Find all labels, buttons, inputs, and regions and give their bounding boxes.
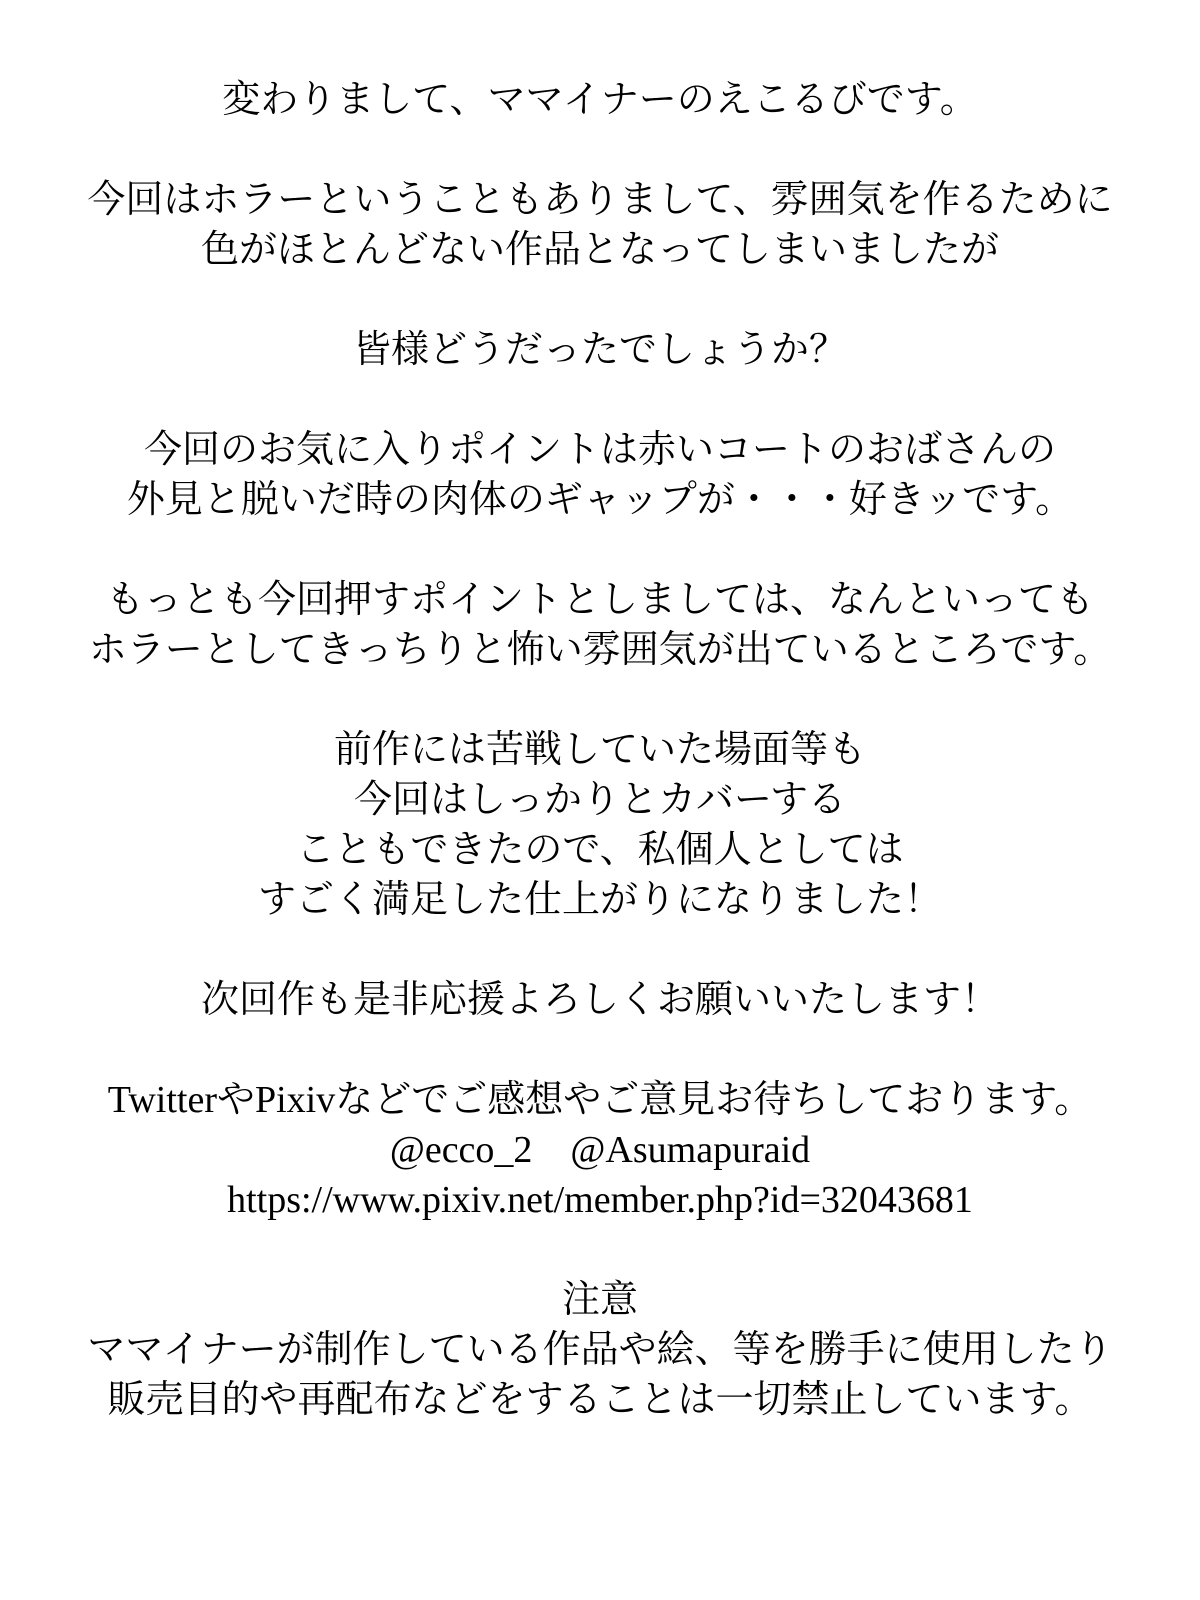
pixiv-url: https://www.pixiv.net/member.php?id=32043681 <box>227 1179 973 1221</box>
text-line: 今回のお気に入りポイントは赤いコートのおばさんの <box>143 429 1056 471</box>
text-line: 販売目的や再配布などをすることは一切禁止しています。 <box>107 1379 1093 1421</box>
paragraph-horror-intro <box>0 175 1200 275</box>
text-line: ママイナーが制作している作品や絵、等を勝手に使用したり <box>87 1329 1113 1371</box>
paragraph-improvement <box>0 725 1200 925</box>
paragraph-favorite-point <box>0 425 1200 525</box>
social-handles: @ecco_2 @Asumapuraid <box>389 1129 811 1171</box>
paragraph-contact <box>0 1075 1200 1225</box>
text-line: 今回はしっかりとカバーする <box>353 779 847 821</box>
text-line: 皆様どうだったでしょうか？ <box>352 329 847 371</box>
text-line: 色がほとんどない作品となってしまいましたが <box>200 229 999 271</box>
paragraph-push-point <box>0 575 1200 675</box>
text-line: こともできたので、私個人としては <box>296 829 904 871</box>
text-line: 外見と脱いだ時の肉体のギャップが・・・好きッです。 <box>126 479 1074 521</box>
text-line: TwitterやPixivなどでご感想やご意見お待ちしております。 <box>107 1079 1093 1121</box>
text-line: ホラーとしてきっちりと怖い雰囲気が出ているところです。 <box>88 629 1112 671</box>
text-line: 変わりまして、ママイナーのえこるびです。 <box>222 79 978 121</box>
text-line: 次回作も是非応援よろしくお願いいたします！ <box>200 979 999 1021</box>
text-line: 前作には苦戦していた場面等も <box>333 729 866 771</box>
paragraph-notice <box>0 1275 1200 1425</box>
text-line: もっとも今回押すポイントとしましては、なんといっても <box>105 579 1094 621</box>
paragraph-next-work <box>0 975 1200 1025</box>
text-line: すごく満足した仕上がりになりました！ <box>257 879 942 921</box>
text-line: 今回はホラーということもありまして、雰囲気を作るために <box>87 179 1113 221</box>
paragraph-question <box>0 325 1200 375</box>
notice-heading: 注意 <box>561 1279 638 1321</box>
paragraph-greeting <box>0 75 1200 125</box>
